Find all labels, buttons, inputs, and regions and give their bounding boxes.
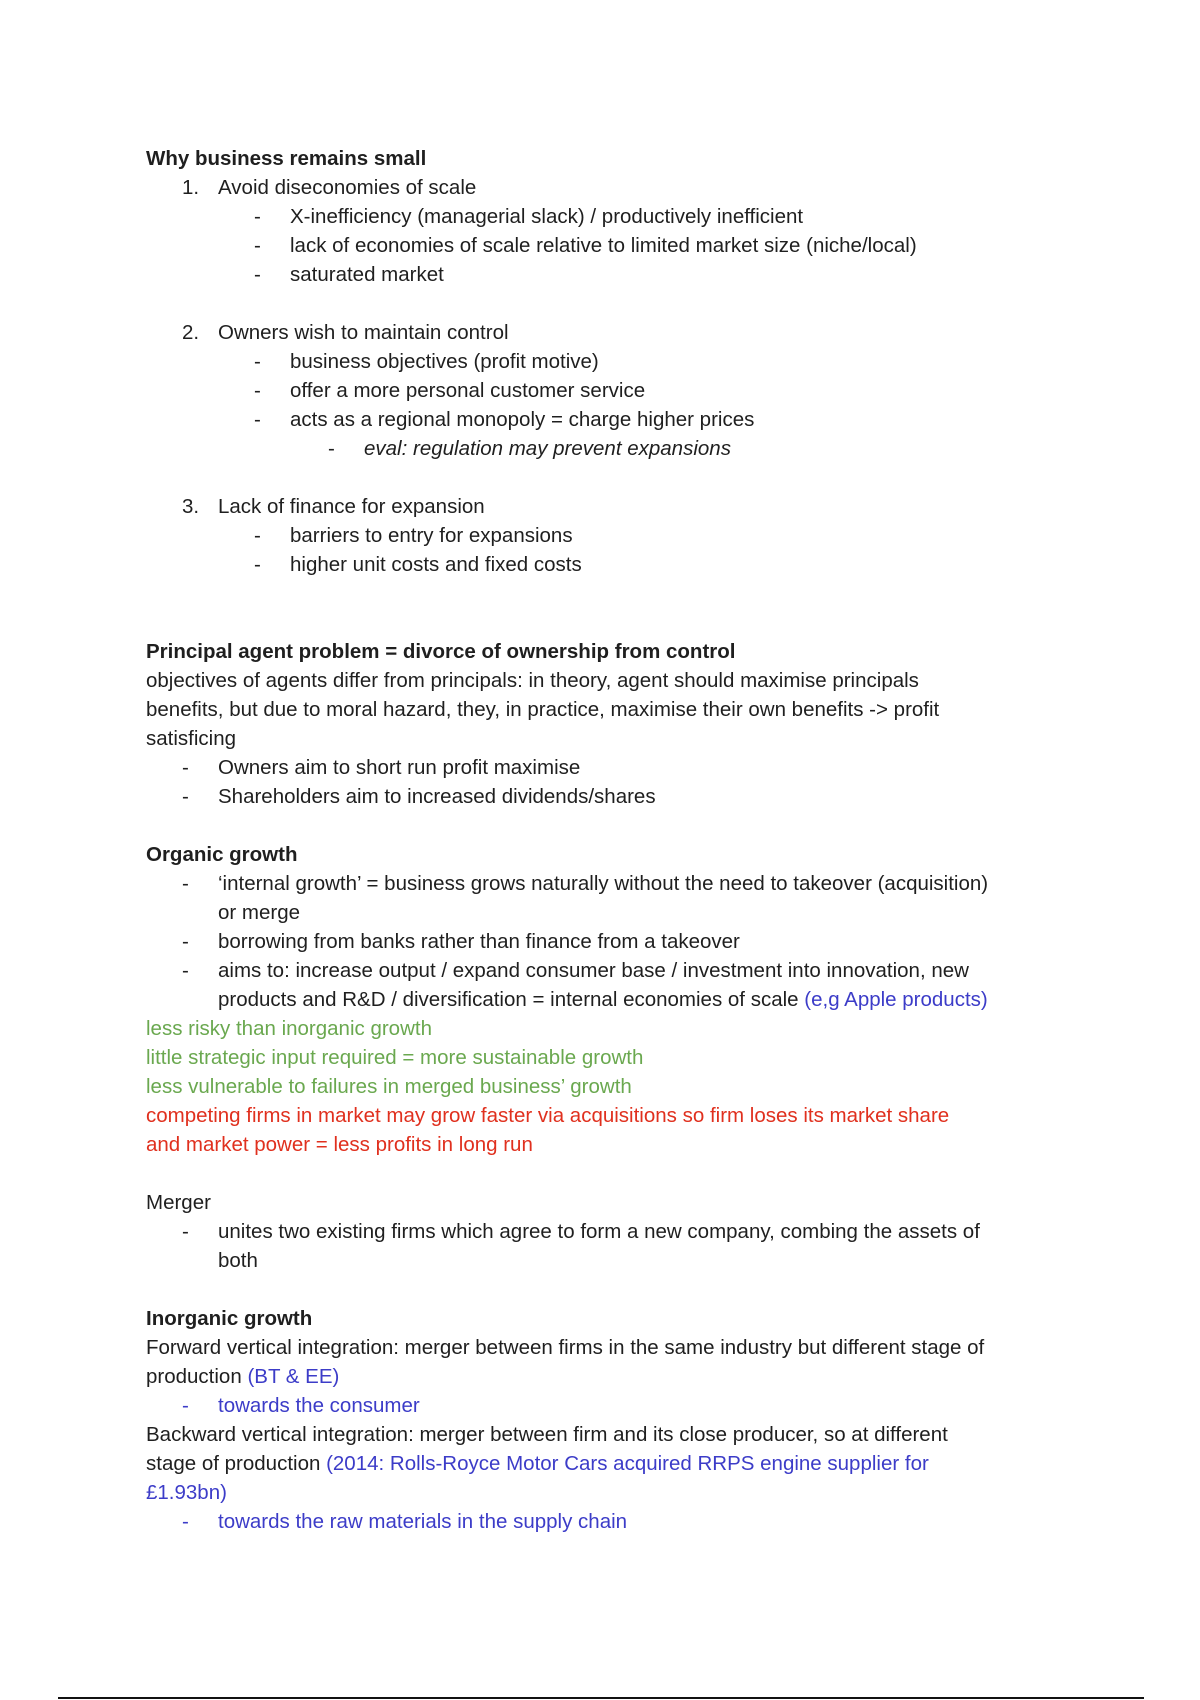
heading-merger: Merger — [146, 1191, 211, 1214]
paragraph-line: objectives of agents differ from principals: in theory, agent should maximise principals — [146, 669, 919, 692]
bullet-continuation: or merge — [218, 901, 301, 924]
example-rolls-royce: (2014: Rolls-Royce Motor Cars acquired RRPS engine supplier for — [326, 1452, 929, 1475]
bullet-item: - towards the raw materials in the supply chain — [182, 1510, 628, 1533]
heading-inorganic-growth: Inorganic growth — [146, 1307, 313, 1330]
numbered-item-2: 2. Owners wish to maintain control — [182, 321, 509, 344]
disadvantage-line: competing firms in market may grow faster via acquisitions so firm loses its market share — [146, 1104, 950, 1127]
numbered-item-1: 1. Avoid diseconomies of scale — [182, 176, 477, 199]
paragraph-line: Backward vertical integration: merger between firm and its close producer, so at different — [146, 1423, 948, 1446]
heading-why-small: Why business remains small — [146, 147, 427, 170]
heading-organic-growth: Organic growth — [146, 843, 298, 866]
bullet-continuation: products and R&D / diversification = internal economies of scale (e,g Apple products) — [218, 988, 988, 1011]
bullet-item: - offer a more personal customer service — [254, 379, 646, 402]
disadvantage-line: and market power = less profits in long run — [146, 1133, 533, 1156]
bullet-item: - higher unit costs and fixed costs — [254, 553, 582, 576]
bullet-item: - lack of economies of scale relative to limited market size (niche/local) — [254, 234, 917, 257]
example-bt-ee: (BT & EE) — [247, 1365, 340, 1388]
paragraph-line: production (BT & EE) — [146, 1365, 340, 1388]
document-page — [146, 144, 1066, 1536]
numbered-item-3: 3. Lack of finance for expansion — [182, 495, 485, 518]
bullet-item: - business objectives (profit motive) — [254, 350, 599, 373]
bullet-item: - aims to: increase output / expand consumer base / investment into innovation, new — [182, 959, 969, 982]
bullet-item: - borrowing from banks rather than finance from a takeover — [182, 930, 740, 953]
example-rolls-royce-cont: £1.93bn) — [146, 1481, 227, 1504]
advantage-line: less risky than inorganic growth — [146, 1017, 432, 1040]
bullet-item: - ‘internal growth’ = business grows naturally without the need to takeover (acquisition) — [182, 872, 989, 895]
bullet-continuation: both — [218, 1249, 258, 1272]
advantage-line: little strategic input required = more sustainable growth — [146, 1046, 644, 1069]
bullet-item: - Owners aim to short run profit maximise — [182, 756, 581, 779]
bullet-item: - Shareholders aim to increased dividends/shares — [182, 785, 656, 808]
paragraph-line: stage of production (2014: Rolls-Royce Motor Cars acquired RRPS engine supplier for — [146, 1452, 929, 1475]
bullet-item: - barriers to entry for expansions — [254, 524, 573, 547]
bullet-item: - unites two existing firms which agree to form a new company, combing the assets of — [182, 1220, 980, 1243]
paragraph-line: satisficing — [146, 727, 237, 750]
heading-principal-agent: Principal agent problem = divorce of ownership from control — [146, 640, 736, 663]
advantage-line: less vulnerable to failures in merged business’ growth — [146, 1075, 632, 1098]
example-apple: (e,g Apple products) — [804, 988, 988, 1011]
bullet-item: - acts as a regional monopoly = charge higher prices — [254, 408, 755, 431]
page-bottom-rule — [58, 1697, 1144, 1699]
paragraph-line: Forward vertical integration: merger between firms in the same industry but different stage of — [146, 1336, 985, 1359]
bullet-item: - X-inefficiency (managerial slack) / productively inefficient — [254, 205, 804, 228]
paragraph-line: benefits, but due to moral hazard, they, in practice, maximise their own benefits -> profit — [146, 698, 940, 721]
bullet-item: - towards the consumer — [182, 1394, 420, 1417]
sub-bullet-item: - eval: regulation may prevent expansions — [328, 437, 731, 460]
bullet-item: - saturated market — [254, 263, 444, 286]
